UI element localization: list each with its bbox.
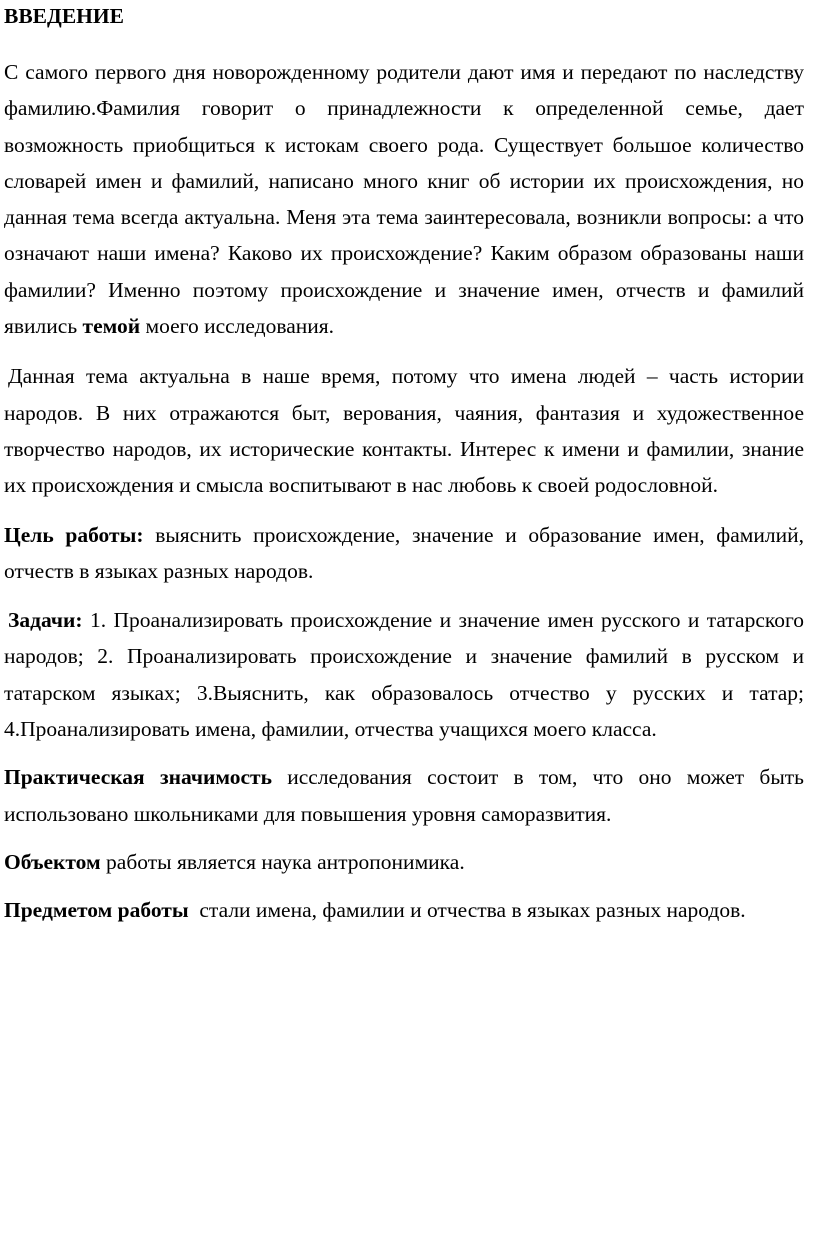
- tasks-text: 1. Проанализировать происхождение и значение имен русского и татарского народов; 2. Проанализировать происхождение и значение фамилий в русском и татарском языках; 3.Выяснить, как образовалось отчество у русских и татар; 4.Проанализировать имена, фамилии, отчества учащихся моего класса.: [4, 608, 804, 742]
- relevance-paragraph: [4, 358, 804, 503]
- object-label: Объектом: [4, 849, 101, 874]
- tasks-label: Задачи:: [8, 608, 83, 633]
- tasks-paragraph: [4, 602, 804, 747]
- intro-paragraph: [4, 54, 804, 344]
- practical-label: Практическая значимость: [4, 765, 272, 790]
- object-paragraph: [4, 844, 804, 880]
- goal-text: выяснить происхождение, значение и образование имен, фамилий, отчеств в языках разных народов.: [4, 522, 804, 583]
- object-text: работы является наука антропонимика.: [106, 849, 465, 874]
- subject-text: стали имена, фамилии и отчества в языках разных народов.: [199, 898, 746, 923]
- page-title: ВВЕДЕНИЕ: [4, 4, 124, 28]
- subject-paragraph: [4, 892, 804, 928]
- practical-paragraph: [4, 759, 804, 832]
- practical-text: исследования состоит в том, что оно может быть использовано школьниками для повышения уровня саморазвития.: [4, 765, 804, 826]
- intro-bold-word: темой: [82, 314, 141, 339]
- intro-text-end: моего исследования.: [145, 314, 335, 339]
- goal-paragraph: [4, 517, 804, 590]
- goal-label: Цель работы:: [4, 522, 144, 547]
- relevance-text: Данная тема актуальна в наше время, потому что имена людей – часть истории народов. В них отражаются быт, верования, чаяния, фантазия и художественное творчество народов, их исторические контакты. Интерес к имени и фамилии, знание их происхождения и смысла воспитывают в нас любовь к своей родословной.: [4, 364, 804, 498]
- intro-text: С самого первого дня новорожденному родители дают имя и передают по наследству фамилию.Фамилия говорит о принадлежности к определенной семье, дает возможность приобщиться к истокам своего рода. Существует большое количество словарей имен и фамилий, написано много книг об истории их происхождения, но данная тема всегда актуальна. Меня эта тема заинтересовала, возникли вопросы: а что означают наши имена? Каково их происхождение? Каким образом образованы наши фамилии? Именно поэтому происхождение и значение имен, отчеств и фамилий явились: [4, 60, 804, 339]
- subject-label: Предметом работы: [4, 898, 189, 923]
